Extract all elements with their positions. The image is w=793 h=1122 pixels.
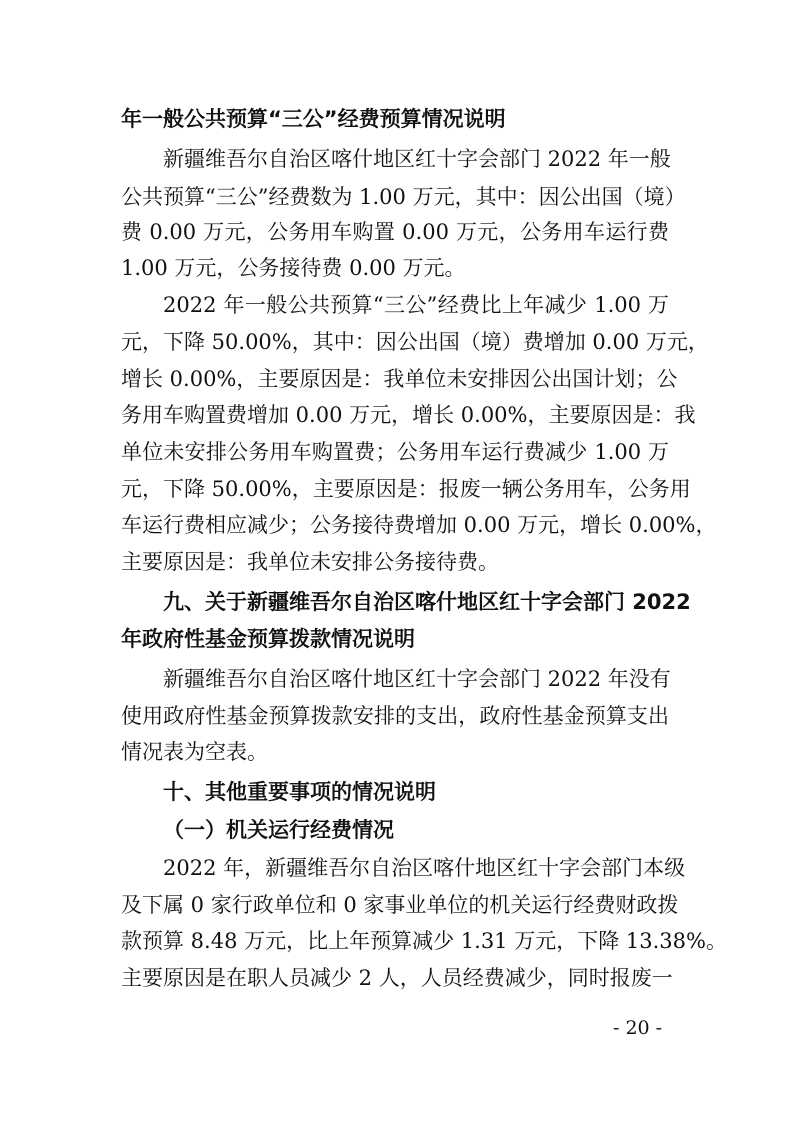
page-number: - 20 - xyxy=(613,1017,663,1039)
paragraph-line: 元，下降 50.00%，其中：因公出国（境）费增加 0.00 万元， xyxy=(121,330,709,354)
paragraph-line: 单位未安排公务用车购置费；公务用车运行费减少 1.00 万 xyxy=(121,440,669,464)
paragraph-line: 增长 0.00%，主要原因是：我单位未安排因公出国计划；公 xyxy=(121,367,678,391)
paragraph-line: 及下属 0 家行政单位和 0 家事业单位的机关运行经费财政拨 xyxy=(121,893,679,917)
paragraph-line: 新疆维吾尔自治区喀什地区红十字会部门 2022 年一般 xyxy=(163,147,671,171)
paragraph-line: 车运行费相应减少；公务接待费增加 0.00 万元，增长 0.00%， xyxy=(121,513,717,537)
section-heading: 十、其他重要事项的情况说明 xyxy=(163,780,436,804)
paragraph-line: 2022 年，新疆维吾尔自治区喀什地区红十字会部门本级 xyxy=(163,856,686,880)
paragraph-line: 公共预算“三公”经费数为 1.00 万元，其中：因公出国（境） xyxy=(121,185,686,209)
paragraph-line: 务用车购置费增加 0.00 万元，增长 0.00%，主要原因是：我 xyxy=(121,403,696,427)
paragraph-line: 元，下降 50.00%，主要原因是：报废一辆公务用车，公务用 xyxy=(121,477,691,501)
section-heading-continued: 年一般公共预算“三公”经费预算情况说明 xyxy=(121,107,506,131)
paragraph-line: 使用政府性基金预算拨款安排的支出，政府性基金预算支出 xyxy=(121,704,669,728)
paragraph-line: 主要原因是在职人员减少 2 人，人员经费减少，同时报废一 xyxy=(121,966,673,990)
paragraph-line: 主要原因是：我单位未安排公务接待费。 xyxy=(121,550,499,574)
paragraph-line: 2022 年一般公共预算“三公”经费比上年减少 1.00 万 xyxy=(163,293,669,317)
section-heading: 年政府性基金预算拨款情况说明 xyxy=(121,627,415,651)
subsection-heading: （一）机关运行经费情况 xyxy=(163,818,394,842)
paragraph-line: 款预算 8.48 万元，比上年预算减少 1.31 万元，下降 13.38%。 xyxy=(121,929,727,953)
paragraph-line: 1.00 万元，公务接待费 0.00 万元。 xyxy=(121,256,466,280)
paragraph-line: 费 0.00 万元，公务用车购置 0.00 万元，公务用车运行费 xyxy=(121,220,669,244)
paragraph-line: 新疆维吾尔自治区喀什地区红十字会部门 2022 年没有 xyxy=(163,667,671,691)
paragraph-line: 情况表为空表。 xyxy=(121,740,268,764)
section-heading: 九、关于新疆维吾尔自治区喀什地区红十字会部门 2022 xyxy=(163,590,691,614)
